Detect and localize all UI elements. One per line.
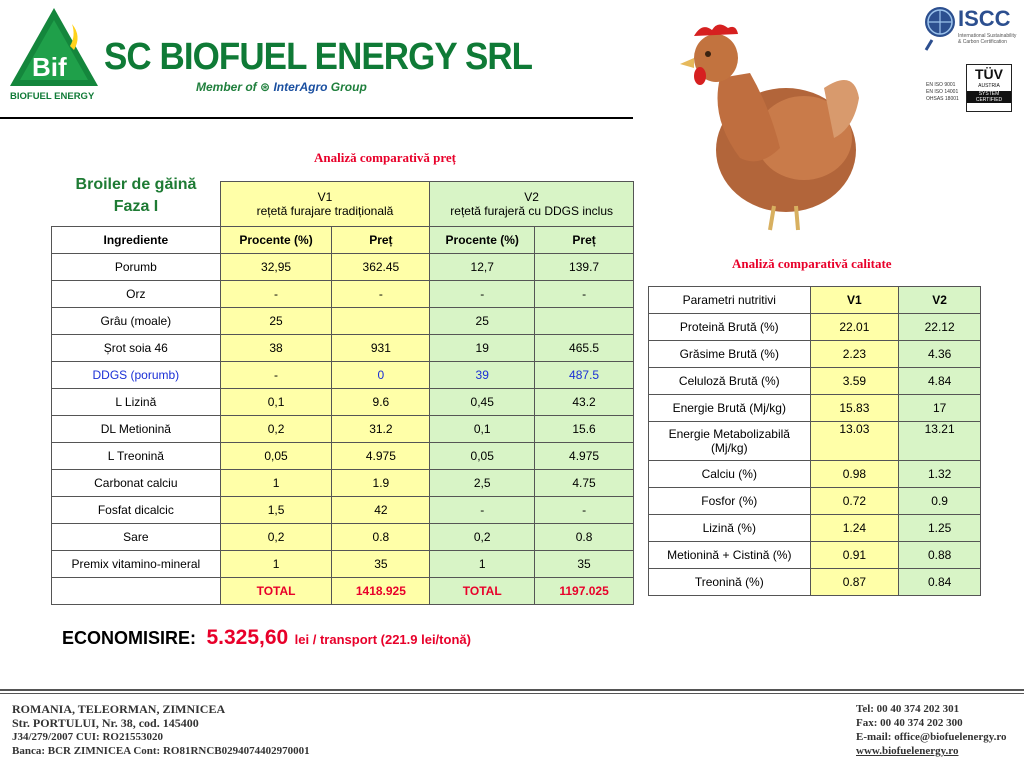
q-v2-cell: 1.32 [899,461,981,488]
ingredient-name: L Lizină [52,389,221,416]
address-line2: Str. PORTULUI, Nr. 38, cod. 145400 [12,716,199,730]
empty-corner [52,182,221,227]
price-table-row [52,335,634,362]
parameter-name: Grăsime Brută (%) [649,341,811,368]
v2-percent-cell: 0,45 [430,389,535,416]
price-table-row [52,497,634,524]
q-v2-cell: 17 [899,395,981,422]
v1-percent-cell: 0,05 [220,443,332,470]
savings-line [62,626,471,650]
v1-price-cell: - [332,281,430,308]
v1-price-cell: 35 [332,551,430,578]
price-table-row [52,281,634,308]
biofuel-logo-icon [8,6,100,102]
q-v2-cell: 4.84 [899,368,981,395]
ingredient-name: Fosfat dicalcic [52,497,221,524]
tuv-cert: SYSTEM CERTIFIED [967,91,1011,103]
q-v2-cell: 13.21 [899,422,981,461]
quality-table [648,286,981,596]
address-line4: Banca: BCR ZIMNICEA Cont: RO81RNCB0294074402970001 [12,745,310,757]
price-table [51,181,634,605]
logo-text: Bif [32,52,67,82]
q-v2-cell: 0.9 [899,488,981,515]
v2-percent-cell: 39 [430,362,535,389]
member-brand: InterAgro [273,80,328,94]
price-table-column-headers [52,227,634,254]
ingredient-name: L Treonină [52,443,221,470]
v1-subtitle: rețetă furajare tradițională [256,204,394,218]
v1-percent-cell: 32,95 [220,254,332,281]
quality-table-row [649,488,981,515]
q-v1-cell: 22.01 [810,314,899,341]
v1-title: V1 [317,190,333,204]
quality-table-row [649,341,981,368]
col-q-v2: V2 [899,287,981,314]
contact-fax: Fax: 00 40 374 202 300 [856,717,963,729]
v2-percent-cell: - [430,497,535,524]
member-line [196,80,367,94]
quality-analysis-title: Analiză comparativă calitate [732,256,892,271]
quality-table-header [649,287,981,314]
v1-percent-cell: 1,5 [220,497,332,524]
v1-price-cell: 931 [332,335,430,362]
q-v1-cell: 0.72 [810,488,899,515]
col-parameter: Parametri nutritivi [649,287,811,314]
broiler-heading-line1: Broiler de găină [75,176,197,193]
contact-email[interactable]: E-mail: office@biofuelenergy.ro [856,731,1007,743]
parameter-name: Lizină (%) [649,515,811,542]
price-table-total-row [52,578,634,605]
col-q-v1: V1 [810,287,899,314]
logo-caption: BIOFUEL ENERGY [10,91,95,102]
v1-price-cell [332,308,430,335]
tuv-country: AUSTRIA [978,83,1000,89]
price-table-row [52,443,634,470]
v2-price-cell: 35 [535,551,634,578]
v2-percent-cell: 25 [430,308,535,335]
iscc-subtitle: International Sustainability & Carbon Certification [958,33,1017,45]
v2-price-cell: 15.6 [535,416,634,443]
v1-percent-cell: 25 [220,308,332,335]
savings-label: ECONOMISIRE: [62,628,197,648]
ingredient-name: Șrot soia 46 [52,335,221,362]
v2-price-cell: - [535,497,634,524]
contact-tel: Tel: 00 40 374 202 301 [856,703,960,715]
footer-address [12,702,310,758]
v1-price-cell: 9.6 [332,389,430,416]
v1-total-value: 1418.925 [332,578,430,605]
q-v1-cell: 0.87 [810,569,899,596]
price-table-version-row [52,182,634,227]
v2-subtitle: rețetă furajeră cu DDGS inclus [450,204,614,218]
iso-9001: EN ISO 9001 [926,82,956,88]
v2-price-cell: 4.75 [535,470,634,497]
member-suffix: Group [330,80,367,94]
q-v1-cell: 1.24 [810,515,899,542]
quality-table-row [649,368,981,395]
v2-header [430,182,634,227]
quality-table-body [649,314,981,596]
col-v1-pct: Procente (%) [220,227,332,254]
v2-price-cell: 4.975 [535,443,634,470]
parameter-name: Energie Brută (Mj/kg) [649,395,811,422]
col-v2-pct: Procente (%) [430,227,535,254]
footer-divider-thin [0,693,1024,694]
savings-value: 5.325,60 [206,626,289,649]
q-v2-cell: 0.84 [899,569,981,596]
parameter-name: Calciu (%) [649,461,811,488]
v2-price-cell: 0.8 [535,524,634,551]
v2-total-label: TOTAL [430,578,535,605]
v2-price-cell [535,308,634,335]
header-divider [0,117,633,119]
v1-percent-cell: 1 [220,551,332,578]
parameter-name: Energie Metabolizabilă (Mj/kg) [649,422,811,461]
parameter-name: Treonină (%) [649,569,811,596]
v1-percent-cell: 1 [220,470,332,497]
q-v1-cell: 15.83 [810,395,899,422]
tuv-name: TÜV [975,66,1003,82]
v1-price-cell: 1.9 [332,470,430,497]
v2-percent-cell: 12,7 [430,254,535,281]
v1-percent-cell: 0,1 [220,389,332,416]
iscc-name: ISCC [958,6,1011,31]
quality-table-row [649,569,981,596]
v2-percent-cell: 2,5 [430,470,535,497]
quality-table-row [649,422,981,461]
v1-percent-cell: 38 [220,335,332,362]
footer-divider [0,689,1024,691]
v2-title: V2 [524,190,539,204]
col-ingredient: Ingrediente [52,227,221,254]
iso-list [926,82,959,103]
price-table-row [52,362,634,389]
v1-price-cell: 31.2 [332,416,430,443]
col-v2-price: Preț [535,227,634,254]
quality-table-row [649,515,981,542]
v2-price-cell: 139.7 [535,254,634,281]
v1-header [220,182,430,227]
ingredient-name: DDGS (porumb) [52,362,221,389]
v1-price-cell: 362.45 [332,254,430,281]
price-table-body [52,254,634,578]
v2-percent-cell: - [430,281,535,308]
ingredient-name: Sare [52,524,221,551]
savings-unit: lei / transport (221.9 lei/tonă) [294,632,471,647]
price-analysis-title: Analiză comparativă preț [314,150,457,165]
v1-price-cell: 0 [332,362,430,389]
website-link[interactable]: www.biofuelenergy.ro [856,745,959,757]
v2-price-cell: 43.2 [535,389,634,416]
ohsas-18001: OHSAS 18001 [926,96,959,102]
parameter-name: Fosfor (%) [649,488,811,515]
iso-14001: EN ISO 14001 [926,89,959,95]
price-table-row [52,308,634,335]
parameter-name: Metionină + Cistină (%) [649,542,811,569]
quality-table-row [649,542,981,569]
ingredient-name: Carbonat calciu [52,470,221,497]
col-v1-price: Preț [332,227,430,254]
v1-percent-cell: - [220,281,332,308]
quality-table-row [649,461,981,488]
footer-contact [856,702,1007,758]
interagro-icon: ⊛ [260,80,271,94]
q-v2-cell: 22.12 [899,314,981,341]
v2-price-cell: - [535,281,634,308]
q-v1-cell: 3.59 [810,368,899,395]
total-empty-cell [52,578,221,605]
v1-price-cell: 0.8 [332,524,430,551]
quality-table-row [649,395,981,422]
v1-price-cell: 42 [332,497,430,524]
price-table-row [52,551,634,578]
v2-total-value: 1197.025 [535,578,634,605]
price-table-row [52,524,634,551]
v2-price-cell: 465.5 [535,335,634,362]
v2-percent-cell: 0,2 [430,524,535,551]
q-v1-cell: 0.91 [810,542,899,569]
broiler-heading-line2: Faza I [113,198,159,215]
address-line3: J34/279/2007 CUI: RO21553020 [12,731,163,743]
company-name: SC BIOFUEL ENERGY SRL [104,36,533,78]
tuv-badge [966,64,1012,112]
q-v2-cell: 1.25 [899,515,981,542]
q-v1-cell: 2.23 [810,341,899,368]
v1-percent-cell: 0,2 [220,416,332,443]
address-line1: ROMANIA, TELEORMAN, ZIMNICEA [12,702,226,716]
q-v1-cell: 13.03 [810,422,899,461]
q-v1-cell: 0.98 [810,461,899,488]
ingredient-name: Orz [52,281,221,308]
v1-percent-cell: - [220,362,332,389]
v1-percent-cell: 0,2 [220,524,332,551]
q-v2-cell: 0.88 [899,542,981,569]
parameter-name: Celuloză Brută (%) [649,368,811,395]
member-prefix: Member of [196,80,257,94]
price-table-row [52,416,634,443]
price-table-row [52,470,634,497]
price-table-row [52,254,634,281]
hen-image [674,18,864,233]
v2-percent-cell: 0,05 [430,443,535,470]
ingredient-name: DL Metionină [52,416,221,443]
ingredient-name: Premix vitamino-mineral [52,551,221,578]
parameter-name: Proteină Brută (%) [649,314,811,341]
ingredient-name: Porumb [52,254,221,281]
ingredient-name: Grâu (moale) [52,308,221,335]
quality-table-row [649,314,981,341]
price-table-row [52,389,634,416]
v1-total-label: TOTAL [220,578,332,605]
v2-percent-cell: 1 [430,551,535,578]
v2-price-cell: 487.5 [535,362,634,389]
v2-percent-cell: 19 [430,335,535,362]
v2-percent-cell: 0,1 [430,416,535,443]
q-v2-cell: 4.36 [899,341,981,368]
v1-price-cell: 4.975 [332,443,430,470]
